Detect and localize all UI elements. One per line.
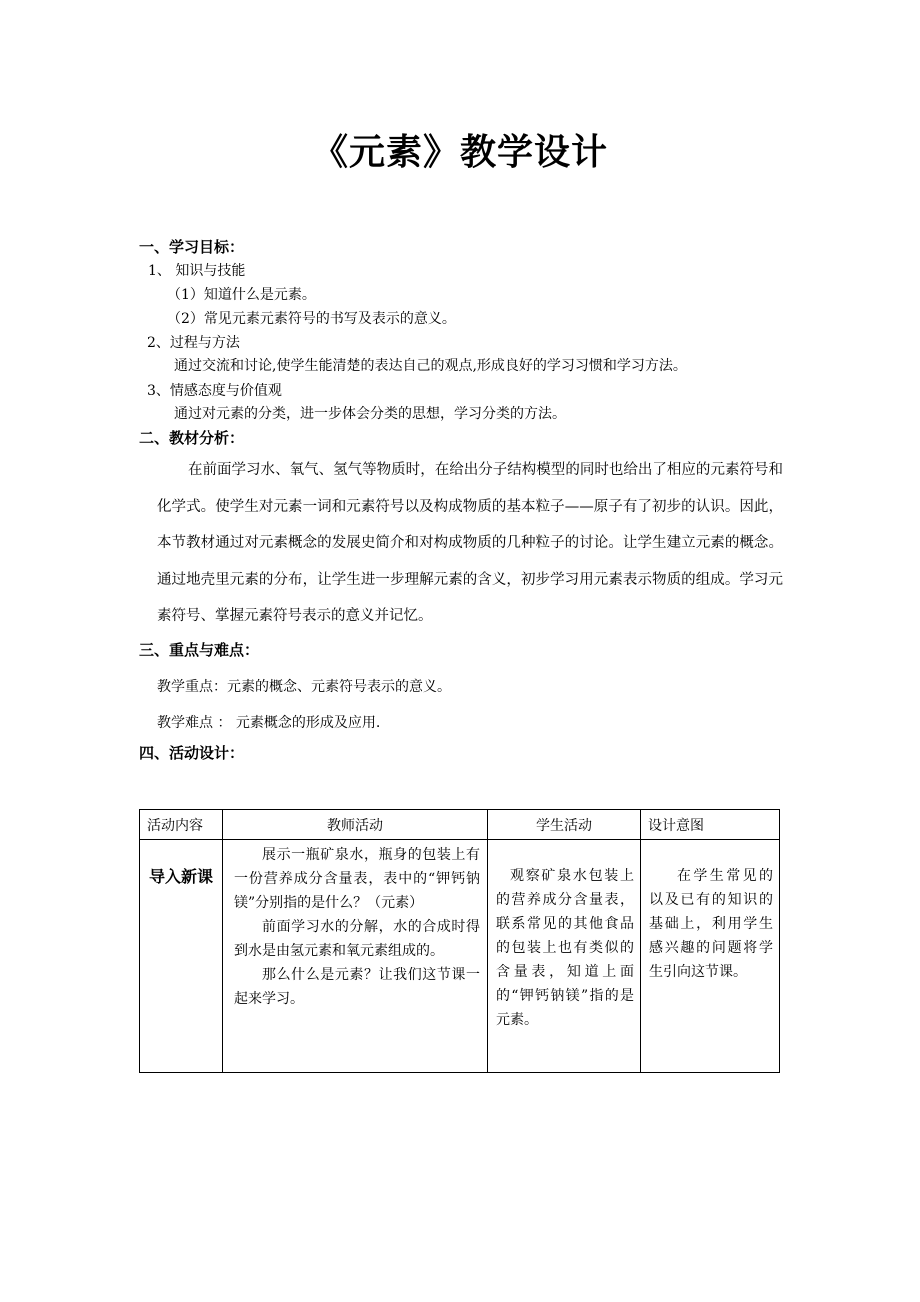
objective-process: 2、过程与方法 xyxy=(147,335,240,351)
header-student: 学生活动 xyxy=(488,810,641,840)
cell-activity xyxy=(140,840,223,1073)
cell-student xyxy=(488,840,641,1073)
header-activity: 活动内容 xyxy=(140,810,223,840)
objective-knowledge: 1、 知识与技能 xyxy=(148,263,246,279)
analysis-paragraph: 在前面学习水、氧气、氢气等物质时，在给出分子结构模型的同时也给出了相应的元素符号和化学式。使学生对元素一词和元素符号以及构成物质的基本粒子——原子有了初步的认识。因此，本节教材通过对元素概念的发展史简介和对构成物质的几种粒子的讨论。让学生建立元素的概念。通过地壳里元素的分布，让学生进一步理解元素的含义，初步学习用元素表示物质的组成。学习元素符号、掌握元素符号表示的意义并记忆。 xyxy=(157,462,783,624)
teacher-activity-3: 那么什么是元素？让我们这节课一起来学习。 xyxy=(234,967,480,1007)
header-teacher: 教师活动 xyxy=(223,810,488,840)
activity-name: 导入新课 xyxy=(148,867,213,886)
section-analysis-heading: 二、教材分析： xyxy=(139,429,245,447)
objective-process-text: 通过交流和讨论,使学生能清楚的表达自己的观点,形成良好的学习习惯和学习方法。 xyxy=(174,358,687,374)
section-activity-heading: 四、活动设计： xyxy=(139,744,245,762)
activity-table xyxy=(139,809,780,1073)
design-intent: 在学生常见的以及已有的知识的基础上，利用学生感兴趣的问题将学生引向这节课。 xyxy=(649,868,773,980)
key-point: 教学重点：元素的概念、元素符号表示的意义。 xyxy=(157,679,451,695)
teacher-activity-1: 展示一瓶矿泉水，瓶身的包装上有一份营养成分含量表，表中的“钾钙钠镁”分别指的是什么？（元素） xyxy=(234,847,480,911)
section-objectives-heading: 一、学习目标： xyxy=(139,238,245,256)
table-row xyxy=(140,840,780,1073)
objective-attitude-text: 通过对元素的分类，进一步体会分类的思想，学习分类的方法。 xyxy=(174,406,566,422)
student-activity: 观察矿泉水包装上的营养成分含量表，联系常见的其他食品的包装上也有类似的含量表，知道上面的“钾钙钠镁”指的是元素。 xyxy=(496,868,634,1028)
objective-knowledge-1: （1）知道什么是元素。 xyxy=(167,287,316,303)
header-intent: 设计意图 xyxy=(641,810,780,840)
objective-attitude: 3、情感态度与价值观 xyxy=(147,383,282,399)
document-title: 《元素》教学设计 xyxy=(311,132,608,173)
section-keypoints-heading: 三、重点与难点： xyxy=(139,641,260,659)
teacher-activity-2: 前面学习水的分解，水的合成时得到水是由氢元素和氧元素组成的。 xyxy=(234,919,480,959)
table-header-row xyxy=(140,810,780,840)
objective-knowledge-2: （2）常见元素元素符号的书写及表示的意义。 xyxy=(167,311,456,327)
cell-teacher xyxy=(223,840,488,1073)
cell-intent xyxy=(641,840,780,1073)
difficult-point: 教学难点 ： 元素概念的形成及应用. xyxy=(157,715,381,731)
